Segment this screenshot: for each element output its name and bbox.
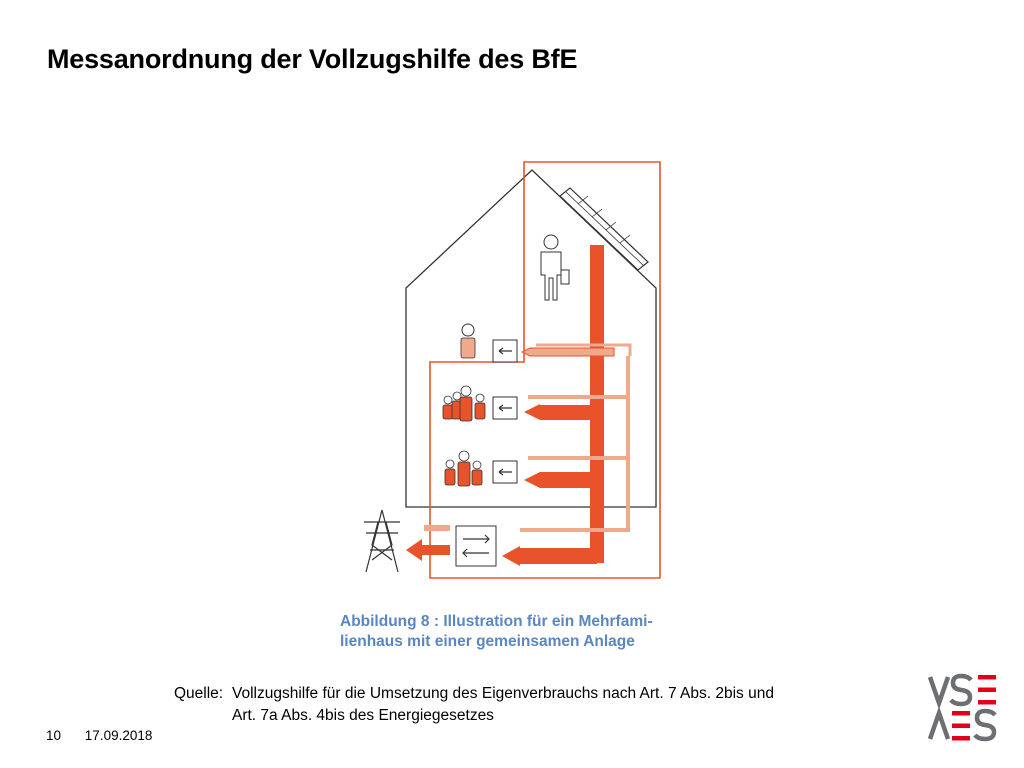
source-line-2: Art. 7a Abs. 4bis des Energiegesetzes (232, 707, 494, 724)
figure-caption (340, 612, 653, 652)
caption-line-1: Abbildung 8 : Illustration für ein Mehrfami- (340, 613, 653, 630)
caption-line-2: lienhaus mit einer gemeinsamen Anlage (340, 633, 635, 650)
vse-aes-logo (928, 673, 998, 743)
slide-date: 17.09.2018 (84, 728, 153, 743)
person-icon (445, 451, 482, 486)
power-pylon-icon (364, 510, 400, 572)
installation-boundary (430, 162, 660, 578)
apartment-1 (461, 324, 630, 362)
source-note (174, 683, 774, 727)
person-icon (443, 386, 485, 421)
slide-title: Messanordnung der Vollzugshilfe des BfE (47, 44, 578, 74)
source-line-1: Vollzugshilfe für die Umsetzung des Eigenverbrauchs nach Art. 7 Abs. 2bis und (232, 685, 774, 702)
page-number: 10 (46, 728, 62, 743)
source-label: Quelle: (174, 685, 224, 702)
person-icon (541, 235, 569, 300)
multifamily-house-illustration (330, 150, 710, 590)
meter-icon (456, 526, 496, 566)
power-riser (590, 245, 604, 563)
slide-footer (46, 728, 172, 743)
